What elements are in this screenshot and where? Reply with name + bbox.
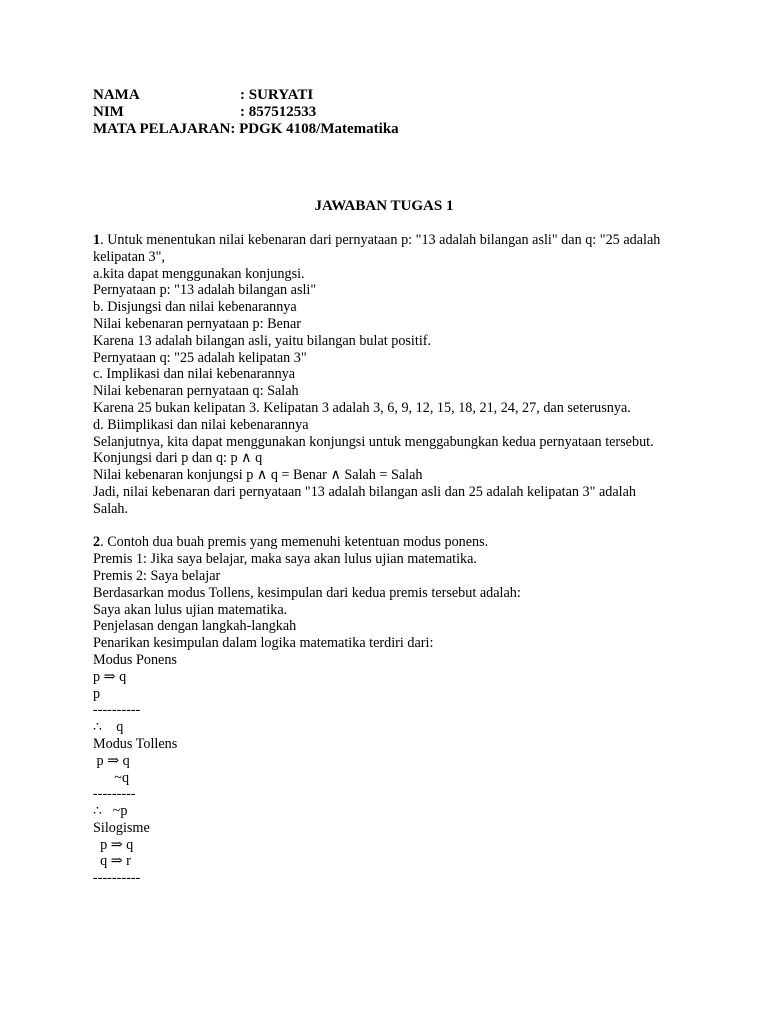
q2-intro (93, 534, 663, 551)
q2-line: Premis 1: Jika saya belajar, maka saya akan lulus ujian matematika. (93, 551, 477, 568)
header-row-nim (93, 104, 399, 121)
nim-value: : 857512533 (240, 104, 317, 120)
q2-line: ---------- (93, 870, 141, 887)
q1-number: 1 (93, 232, 101, 248)
q2-line: ~q (93, 769, 130, 786)
header-row-nama (93, 87, 399, 104)
q2-line: Modus Tollens (93, 735, 178, 752)
q2-line: --------- (93, 786, 136, 803)
q1-line-biimplikasi: d. Biimplikasi dan nilai kebenarannya (93, 416, 309, 433)
document-body (93, 232, 663, 887)
q1-conclusion: Jadi, nilai kebenaran dari pernyataan "13 adalah bilangan asli dan 25 adalah kelipatan 3" adalah Salah. (93, 483, 636, 517)
q1-wrap-kelipatan: Karena 25 bukan kelipatan 3. Kelipatan 3 adalah 3, 6, 9, 12, 15, 18, 21, 24, 27, dan seterusnya. (93, 399, 631, 416)
q1-line: Nilai kebenaran pernyataan q: Salah (93, 383, 299, 400)
q1-line: a.kita dapat menggunakan konjungsi. (93, 265, 305, 282)
mapel-label: MATA PELAJARAN (93, 121, 231, 137)
q2-line: ∴ q (93, 719, 124, 736)
q1-line: Nilai kebenaran pernyataan p: Benar (93, 315, 301, 332)
q2-line: ∴ ~p (93, 803, 128, 820)
header-row-mapel (93, 121, 399, 138)
q2-line: Premis 2: Saya belajar (93, 567, 221, 584)
q1-wrap-selanjutnya: Selanjutnya, kita dapat menggunakan konjungsi untuk menggabungkan kedua pernyataan tersebut. (93, 433, 654, 450)
q1-line: Pernyataan p: "13 adalah bilangan asli" (93, 282, 317, 299)
student-header (93, 87, 399, 138)
q2-line: Penarikan kesimpulan dalam logika matematika terdiri dari: (93, 635, 434, 652)
q2-line: Berdasarkan modus Tollens, kesimpulan dari kedua premis tersebut adalah: (93, 584, 521, 601)
q1-line: Karena 13 adalah bilangan asli, yaitu bilangan bulat positif. (93, 332, 432, 349)
q1-line-nilai: Nilai kebenaran konjungsi p ∧ q = Benar ∧ Salah = Salah (93, 467, 423, 484)
q2-line: p ⇒ q (93, 752, 130, 769)
nama-label: NAMA (93, 87, 140, 103)
mapel-value: : PDGK 4108/Matematika (230, 121, 399, 137)
q2-intro-text: . Contoh dua buah premis yang memenuhi ketentuan modus ponens. (100, 534, 489, 551)
q2-number: 2 (93, 534, 101, 551)
q2-line: p ⇒ q (93, 836, 134, 853)
q2-line: Modus Ponens (93, 651, 177, 668)
q2-line: Saya akan lulus ujian matematika. (93, 601, 288, 618)
q1-line: b. Disjungsi dan nilai kebenarannya (93, 299, 297, 316)
nim-label: NIM (93, 104, 124, 120)
nama-value: : SURYATI (240, 87, 314, 103)
q2-line: ---------- (93, 702, 141, 719)
q2-line: p (93, 685, 101, 702)
q1-intro-text: . Untuk menentukan nilai kebenaran dari pernyataan p: "13 adalah bilangan asli" dan q: "25 adalah kelipatan 3", (93, 232, 661, 265)
q2-line: p ⇒ q (93, 668, 127, 685)
q2-line: Silogisme (93, 819, 150, 836)
spacer (93, 518, 663, 535)
q1-line-konjungsi: Konjungsi dari p dan q: p ∧ q (93, 450, 263, 467)
q1-line: c. Implikasi dan nilai kebenarannya (93, 366, 296, 383)
q2-line: Penjelasan dengan langkah-langkah (93, 618, 297, 635)
q2-line: q ⇒ r (93, 853, 131, 870)
q1-line: Pernyataan q: "25 adalah kelipatan 3" (93, 349, 307, 366)
q1-intro (93, 232, 663, 266)
document-title: JAWABAN TUGAS 1 (314, 198, 454, 214)
